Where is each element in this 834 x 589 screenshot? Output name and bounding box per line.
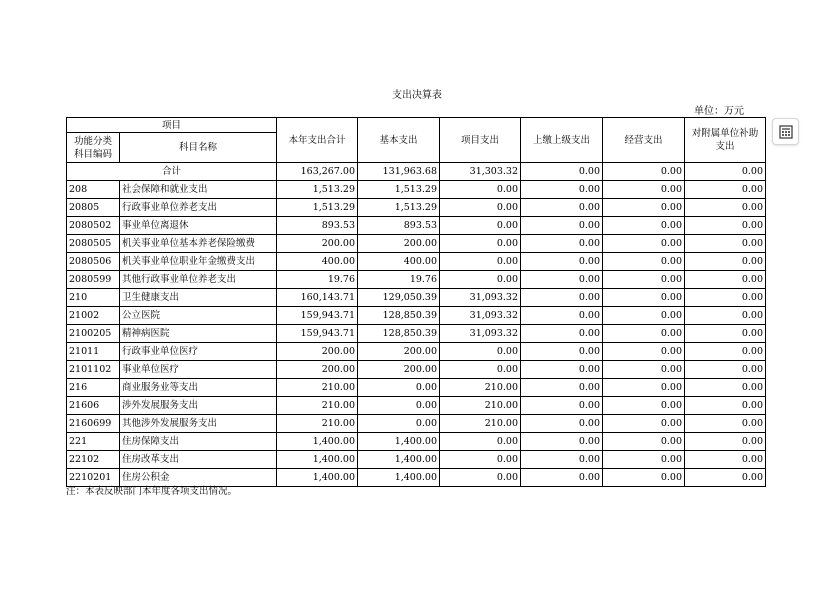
table-row [67, 307, 766, 325]
row-value: 1,400.00 [277, 451, 358, 469]
row-code: 21606 [67, 397, 120, 415]
row-value: 0.00 [521, 325, 603, 343]
row-value: 0.00 [521, 181, 603, 199]
header-project-expenditure: 项目支出 [440, 118, 521, 163]
header-project: 项目 [67, 118, 277, 133]
row-code: 216 [67, 379, 120, 397]
row-value: 0.00 [603, 307, 685, 325]
row-value: 400.00 [277, 253, 358, 271]
row-value: 0.00 [685, 469, 766, 487]
row-code: 2101102 [67, 361, 120, 379]
row-value: 0.00 [440, 469, 521, 487]
row-value: 0.00 [521, 343, 603, 361]
row-value: 31,093.32 [440, 325, 521, 343]
row-value: 0.00 [358, 415, 440, 433]
row-value: 159,943.71 [277, 307, 358, 325]
unit-label: 单位：万元 [694, 106, 744, 117]
row-code: 2160699 [67, 415, 120, 433]
row-value: 0.00 [521, 307, 603, 325]
row-value: 19.76 [358, 271, 440, 289]
row-code: 2100205 [67, 325, 120, 343]
row-value: 0.00 [521, 361, 603, 379]
table-row [67, 379, 766, 397]
row-value: 0.00 [521, 289, 603, 307]
row-name: 精神病医院 [120, 325, 277, 343]
expenditure-table [66, 117, 766, 487]
row-value: 0.00 [685, 199, 766, 217]
row-value: 210.00 [277, 379, 358, 397]
header-name: 科目名称 [120, 133, 277, 163]
row-value: 1,513.29 [277, 181, 358, 199]
calculator-glyph [779, 125, 793, 139]
row-name: 公立医院 [120, 307, 277, 325]
row-value: 0.00 [603, 361, 685, 379]
row-value: 0.00 [603, 253, 685, 271]
row-value: 0.00 [603, 397, 685, 415]
row-value: 1,400.00 [277, 433, 358, 451]
row-code: 221 [67, 433, 120, 451]
row-value: 160,143.71 [277, 289, 358, 307]
row-value: 0.00 [685, 235, 766, 253]
row-value: 210.00 [277, 415, 358, 433]
table-row [67, 397, 766, 415]
header-upper: 上缴上级支出 [521, 118, 603, 163]
row-value: 0.00 [440, 433, 521, 451]
row-value: 0.00 [521, 397, 603, 415]
row-name: 住房改革支出 [120, 451, 277, 469]
row-value: 0.00 [603, 181, 685, 199]
row-value: 128,850.39 [358, 325, 440, 343]
row-value: 0.00 [440, 253, 521, 271]
row-value: 200.00 [358, 343, 440, 361]
row-value: 1,513.29 [277, 199, 358, 217]
row-name: 住房保障支出 [120, 433, 277, 451]
row-value: 1,400.00 [358, 433, 440, 451]
row-value: 129,050.39 [358, 289, 440, 307]
row-value: 210.00 [440, 415, 521, 433]
row-value: 0.00 [521, 379, 603, 397]
row-value: 210.00 [440, 397, 521, 415]
row-value: 400.00 [358, 253, 440, 271]
header-subsidy: 对附属单位补助 支出 [685, 118, 766, 163]
row-value: 0.00 [358, 397, 440, 415]
row-name: 行政事业单位医疗 [120, 343, 277, 361]
table-title: 支出决算表 [392, 90, 442, 101]
row-value: 0.00 [440, 199, 521, 217]
row-value: 128,850.39 [358, 307, 440, 325]
row-value: 210.00 [277, 397, 358, 415]
row-value: 200.00 [358, 361, 440, 379]
row-value: 0.00 [603, 217, 685, 235]
header-row-1 [67, 118, 766, 133]
total-value: 131,963.68 [358, 163, 440, 181]
row-value: 0.00 [440, 361, 521, 379]
row-code: 20805 [67, 199, 120, 217]
row-value: 0.00 [603, 199, 685, 217]
total-value: 0.00 [603, 163, 685, 181]
row-value: 0.00 [603, 469, 685, 487]
header-code: 功能分类 科目编码 [67, 133, 120, 163]
row-name: 商业服务业等支出 [120, 379, 277, 397]
row-value: 31,093.32 [440, 289, 521, 307]
row-value: 893.53 [358, 217, 440, 235]
row-name: 其他涉外发展服务支出 [120, 415, 277, 433]
row-value: 0.00 [685, 397, 766, 415]
row-value: 1,513.29 [358, 199, 440, 217]
row-value: 0.00 [521, 451, 603, 469]
row-value: 0.00 [685, 379, 766, 397]
row-value: 0.00 [521, 253, 603, 271]
row-name: 卫生健康支出 [120, 289, 277, 307]
row-value: 0.00 [685, 451, 766, 469]
table-row [67, 451, 766, 469]
row-value: 0.00 [685, 415, 766, 433]
row-code: 2080502 [67, 217, 120, 235]
row-value: 159,943.71 [277, 325, 358, 343]
table-row [67, 361, 766, 379]
total-value: 163,267.00 [277, 163, 358, 181]
row-value: 0.00 [603, 271, 685, 289]
table-row [67, 325, 766, 343]
row-value: 0.00 [521, 433, 603, 451]
row-value: 0.00 [685, 289, 766, 307]
row-name: 涉外发展服务支出 [120, 397, 277, 415]
table-row [67, 181, 766, 199]
table-row [67, 271, 766, 289]
row-value: 31,093.32 [440, 307, 521, 325]
row-value: 1,400.00 [358, 469, 440, 487]
row-value: 19.76 [277, 271, 358, 289]
total-value: 0.00 [521, 163, 603, 181]
header-basic: 基本支出 [358, 118, 440, 163]
row-value: 1,400.00 [358, 451, 440, 469]
row-code: 21011 [67, 343, 120, 361]
row-value: 0.00 [440, 235, 521, 253]
row-value: 200.00 [277, 343, 358, 361]
row-code: 2080599 [67, 271, 120, 289]
row-value: 0.00 [521, 199, 603, 217]
table-row [67, 289, 766, 307]
row-name: 其他行政事业单位养老支出 [120, 271, 277, 289]
row-value: 200.00 [358, 235, 440, 253]
calculator-icon[interactable] [772, 118, 799, 145]
row-value: 0.00 [685, 271, 766, 289]
row-name: 事业单位医疗 [120, 361, 277, 379]
row-value: 0.00 [685, 181, 766, 199]
row-value: 1,400.00 [277, 469, 358, 487]
row-value: 0.00 [603, 343, 685, 361]
row-value: 0.00 [440, 343, 521, 361]
row-value: 0.00 [603, 289, 685, 307]
row-value: 0.00 [440, 271, 521, 289]
row-value: 893.53 [277, 217, 358, 235]
row-name: 行政事业单位养老支出 [120, 199, 277, 217]
table-row [67, 415, 766, 433]
row-value: 0.00 [685, 433, 766, 451]
row-value: 0.00 [685, 217, 766, 235]
row-value: 0.00 [521, 217, 603, 235]
row-value: 200.00 [277, 235, 358, 253]
table-row [67, 253, 766, 271]
row-name: 机关事业单位基本养老保险缴费 [120, 235, 277, 253]
table-row [67, 343, 766, 361]
row-value: 0.00 [603, 235, 685, 253]
row-code: 21002 [67, 307, 120, 325]
table-body [67, 118, 766, 487]
row-value: 0.00 [440, 217, 521, 235]
row-value: 0.00 [603, 451, 685, 469]
row-name: 机关事业单位职业年金缴费支出 [120, 253, 277, 271]
footnote: 注：本表反映部门本年度各项支出情况。 [66, 486, 238, 497]
table-row [67, 199, 766, 217]
row-value: 0.00 [440, 181, 521, 199]
header-operate: 经营支出 [603, 118, 685, 163]
row-value: 210.00 [440, 379, 521, 397]
row-code: 2210201 [67, 469, 120, 487]
row-code: 22102 [67, 451, 120, 469]
header-total: 本年支出合计 [277, 118, 358, 163]
row-value: 0.00 [521, 469, 603, 487]
row-value: 0.00 [603, 379, 685, 397]
row-value: 0.00 [440, 451, 521, 469]
table-row [67, 433, 766, 451]
row-value: 1,513.29 [358, 181, 440, 199]
row-name: 住房公积金 [120, 469, 277, 487]
row-value: 0.00 [521, 271, 603, 289]
row-value: 0.00 [603, 415, 685, 433]
total-row [67, 163, 766, 181]
row-value: 200.00 [277, 361, 358, 379]
row-value: 0.00 [685, 361, 766, 379]
row-value: 0.00 [358, 379, 440, 397]
row-code: 208 [67, 181, 120, 199]
row-value: 0.00 [521, 235, 603, 253]
total-value: 31,303.32 [440, 163, 521, 181]
total-label: 合计 [67, 163, 277, 181]
row-value: 0.00 [685, 253, 766, 271]
row-name: 事业单位离退休 [120, 217, 277, 235]
row-code: 210 [67, 289, 120, 307]
row-code: 2080506 [67, 253, 120, 271]
row-value: 0.00 [685, 343, 766, 361]
total-value: 0.00 [685, 163, 766, 181]
row-value: 0.00 [603, 433, 685, 451]
row-name: 社会保障和就业支出 [120, 181, 277, 199]
row-code: 2080505 [67, 235, 120, 253]
table-row [67, 235, 766, 253]
row-value: 0.00 [603, 325, 685, 343]
row-value: 0.00 [521, 415, 603, 433]
row-value: 0.00 [685, 325, 766, 343]
table-row [67, 217, 766, 235]
row-value: 0.00 [685, 307, 766, 325]
